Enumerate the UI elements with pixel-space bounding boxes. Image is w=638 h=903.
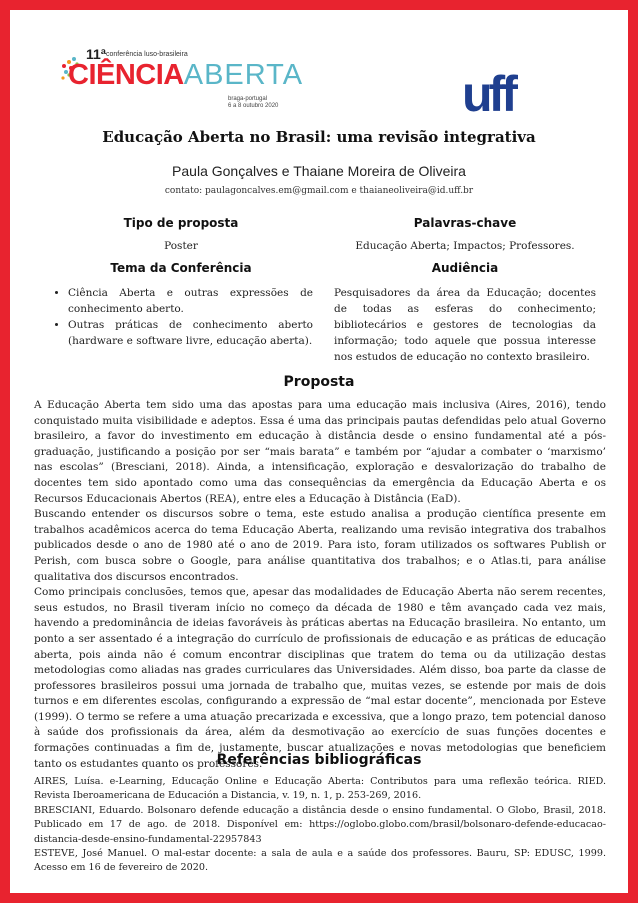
theme-item: • Ciência Aberta e outras expressões de conhecimento aberto. (68, 285, 313, 317)
authors: Paula Gonçalves e Thaiane Moreira de Oliveira (172, 163, 466, 179)
theme-item: • Outras práticas de conhecimento aberto (hardware e software livre, educação aberta). (68, 317, 313, 349)
poster-sheet (10, 10, 628, 893)
conference-logo (68, 46, 308, 118)
uff-logo (462, 67, 572, 119)
page-title: Educação Aberta no Brasil: uma revisão integrativa (102, 128, 536, 146)
reference-item: BRESCIANI, Eduardo. Bolsonaro defende educação a distância desde o ensino fundamental. O Globo, Brasil, 2018. Publicado em 17 de ago. de 2018. Disponível em: https://oglobo.globo.com/brasil/bolsonaro-defende-educacao-distancia-desde-ensino-fundamental-22957843 (34, 804, 606, 845)
keywords-heading: Palavras-chave (413, 216, 517, 230)
logo-word-ciencia: CIÊNCIA (68, 59, 184, 91)
references-list (34, 775, 606, 876)
logo-dates: 6 a 8 outubro 2020 (228, 103, 279, 109)
contact-line: contato: paulagoncalves.em@gmail.com e thaianeoliveira@id.uff.br (164, 186, 474, 196)
keywords-value: Educação Aberta; Impactos; Professores. (355, 240, 575, 252)
proposal-paragraph: A Educação Aberta tem sido uma das apostas para uma educação mais inclusiva (Aires, 2016), tendo conquistado muita visibilidade e adeptos. Essa é uma das principais pautas defendidas pelo atual Governo brasileiro, a favor do investimento em educação à distância desde o ensino fundamental até a pós-graduação, justificando a posição por ser “mais barata” e também por “ajudar a combater o ‘marxismo’ nas escolas” (Bresciani, 2018). Ainda, a intensificação, exploração e desvalorização do trabalho de docentes tem sido apontado como uma das consequências da emergência da Educação Aberta e os Recursos Educacionais Abertos (REA), entre eles a Educação à Distância (EaD). (34, 399, 606, 505)
proposal-paragraph: Buscando entender os discursos sobre o tema, este estudo analisa a produção científica presente em trabalhos acadêmicos acerca do tema Educação Aberta, realizando uma revisão integrativa dos trabalhos publicados desde o ano de 1980 até o ano de 2019. Para isto, foram utilizados os softwares Publish or Perish, com busca sobre o Google, para análise quantitativa dos trabalhos; e o Atlas.ti, para análise qualitativa dos discursos encontrados. (34, 508, 606, 583)
logo-word-aberta: ABERTA (183, 59, 304, 91)
logo-location (228, 96, 278, 110)
theme-list (50, 285, 313, 349)
logo-wordmark (68, 58, 303, 92)
reference-item: ESTEVE, José Manuel. O mal-estar docente: a sala de aula e a saúde dos professores. Bauru, SP: EDUSC, 1999. Acesso em 16 de fevereiro de 2020. (34, 848, 606, 874)
proposal-paragraph: Como principais conclusões, temos que, apesar das modalidades de Educação Aberta não serem recentes, seus estudos, no Brasil tiveram início no começo da década de 1980 e têm avançado cada vez mais, havendo a predominância de ideias favoráveis às práticas abertas na Educação brasileira. No entanto, um ponto a ser assentado é a integração do currículo de profissionais de educação e as práticas de educação aberta, pois ainda não é comum encontrar disciplinas que tratem do tema ou da utilização destas metodologias como aliadas nas grades curriculares das Universidades. Além disso, boa parte da classe de professores brasileiros possui uma jornada de trabalho que, muitas vezes, se estende por mais de dois turnos e em diferentes escolas, configurando a expressão de “mal estar docente”, mencionada por Esteve (1999). O termo se refere a uma atuação precarizada e excessiva, que a longo prazo, tem potencial danoso à saúde dos profissionais da área, além da desmotivação ao exercício de suas funções docentes e formações continuadas a fim de, justamente, buscar atualizações e novas metodologias que beneficiem tanto os estudantes quanto os professores. (34, 586, 606, 770)
proposal-type-heading: Tipo de proposta (123, 216, 239, 230)
logo-city: braga-portugal (228, 96, 268, 102)
theme-heading: Tema da Conferência (110, 261, 252, 275)
logo-subtitle: conferência luso-brasileira (106, 51, 188, 58)
proposal-type-value: Poster (164, 240, 198, 252)
logo-edition: 11ª (86, 46, 106, 62)
references-heading: Referências bibliográficas (216, 752, 422, 768)
audience-heading: Audiência (431, 261, 499, 275)
proposal-body (34, 398, 606, 772)
reference-item: AIRES, Luísa. e-Learning, Educação Online e Educação Aberta: Contributos para uma reflexão teórica. RIED. Revista Iberoamericana de Educación a Distancia, v. 19, n. 1, p. 253-269, 2016. (34, 776, 606, 802)
uff-logo-text: uff (462, 67, 514, 119)
proposal-heading: Proposta (283, 374, 355, 390)
audience-text: Pesquisadores da área da Educação; docentes de todas as esferas do conhecimento; bibliotecários e gestores de tecnologias da informação; todo aquele que possua interesse nos estudos de educação no contexto brasileiro. (334, 287, 596, 363)
